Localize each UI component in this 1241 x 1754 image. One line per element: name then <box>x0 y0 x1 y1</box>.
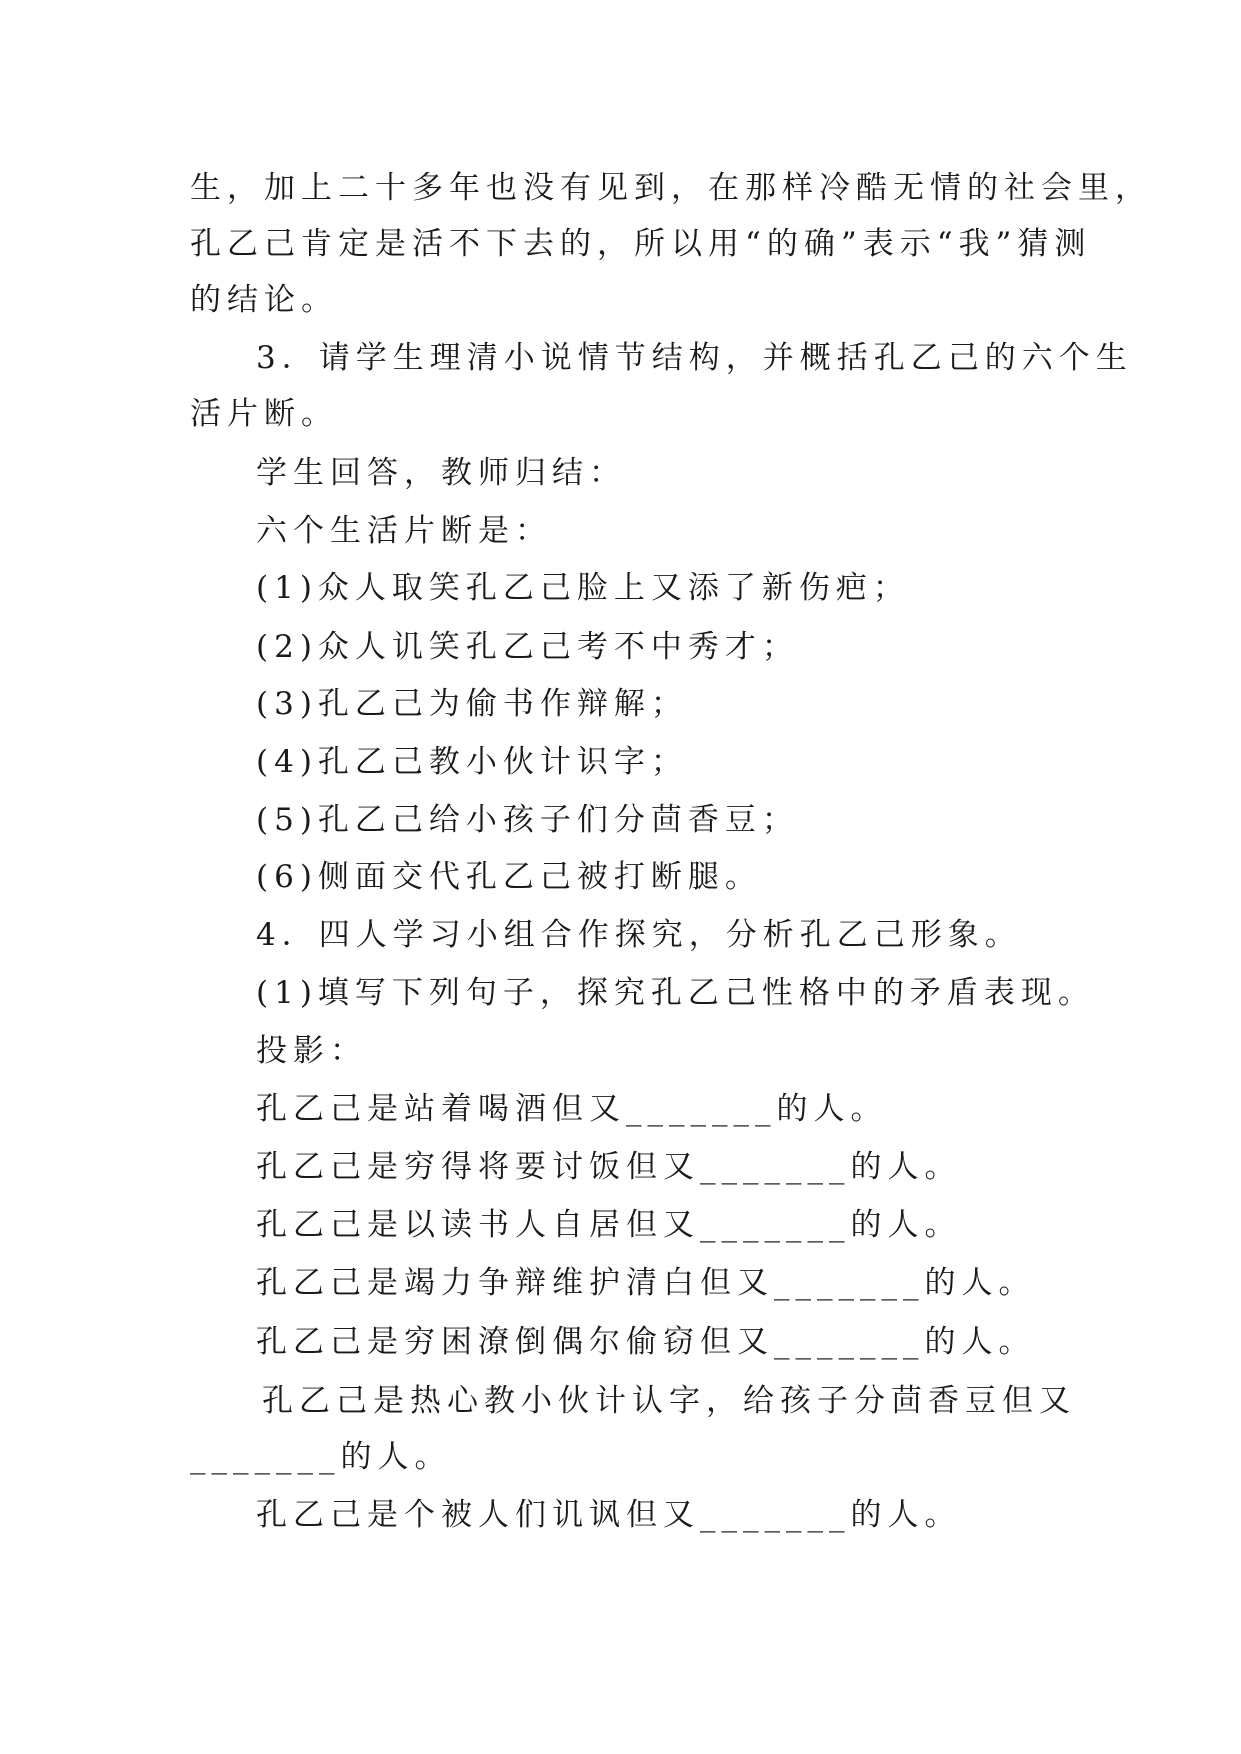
fill-in-sentence: 孔乙己是穷得将要讨饭但又_______的人。 <box>256 1149 962 1185</box>
fill-in-sentence: 孔乙己是穷困潦倒偶尔偷窃但又_______的人。 <box>256 1324 1036 1360</box>
list-item: (3)孔乙己为偷书作辩解； <box>256 686 688 722</box>
fill-in-sentence: 孔乙己是以读书人自居但又_______的人。 <box>256 1207 962 1243</box>
text-line: 活片断。 <box>190 396 338 432</box>
list-item: (6)侧面交代孔乙己被打断腿。 <box>256 859 762 895</box>
text-line: 4．四人学习小组合作探究，分析孔乙己形象。 <box>256 917 1022 953</box>
fill-in-sentence: 孔乙己是热心教小伙计认字，给孩子分茴香豆但又 <box>262 1383 1076 1419</box>
text-line: 学生回答，教师归结： <box>256 455 626 491</box>
text-line: 六个生活片断是： <box>256 513 552 549</box>
fill-in-sentence: 孔乙己是站着喝酒但又_______的人。 <box>256 1091 888 1127</box>
list-item: (1)众人取笑孔乙己脸上又添了新伤疤； <box>256 570 910 606</box>
fill-in-sentence: 孔乙己是个被人们讥讽但又_______的人。 <box>256 1497 962 1533</box>
text-line: 的结论。 <box>190 282 338 318</box>
fill-in-sentence: 孔乙己是竭力争辩维护清白但又_______的人。 <box>256 1265 1036 1301</box>
list-item: (4)孔乙己教小伙计识字； <box>256 744 688 780</box>
text-line: 3．请学生理清小说情节结构，并概括孔乙己的六个生 <box>256 340 1133 376</box>
list-item: (5)孔乙己给小孩子们分茴香豆； <box>256 802 799 838</box>
list-item: (2)众人讥笑孔乙己考不中秀才； <box>256 629 799 665</box>
text-line: 孔乙己肯定是活不下去的，所以用“的确”表示“我”猜测 <box>190 226 1092 262</box>
text-line: 投影： <box>256 1033 367 1069</box>
text-line: (1)填写下列句子，探究孔乙己性格中的矛盾表现。 <box>256 975 1095 1011</box>
text-line: 生，加上二十多年也没有见到，在那样冷酷无情的社会里， <box>190 170 1152 206</box>
fill-in-sentence-continued: _______的人。 <box>190 1439 452 1475</box>
